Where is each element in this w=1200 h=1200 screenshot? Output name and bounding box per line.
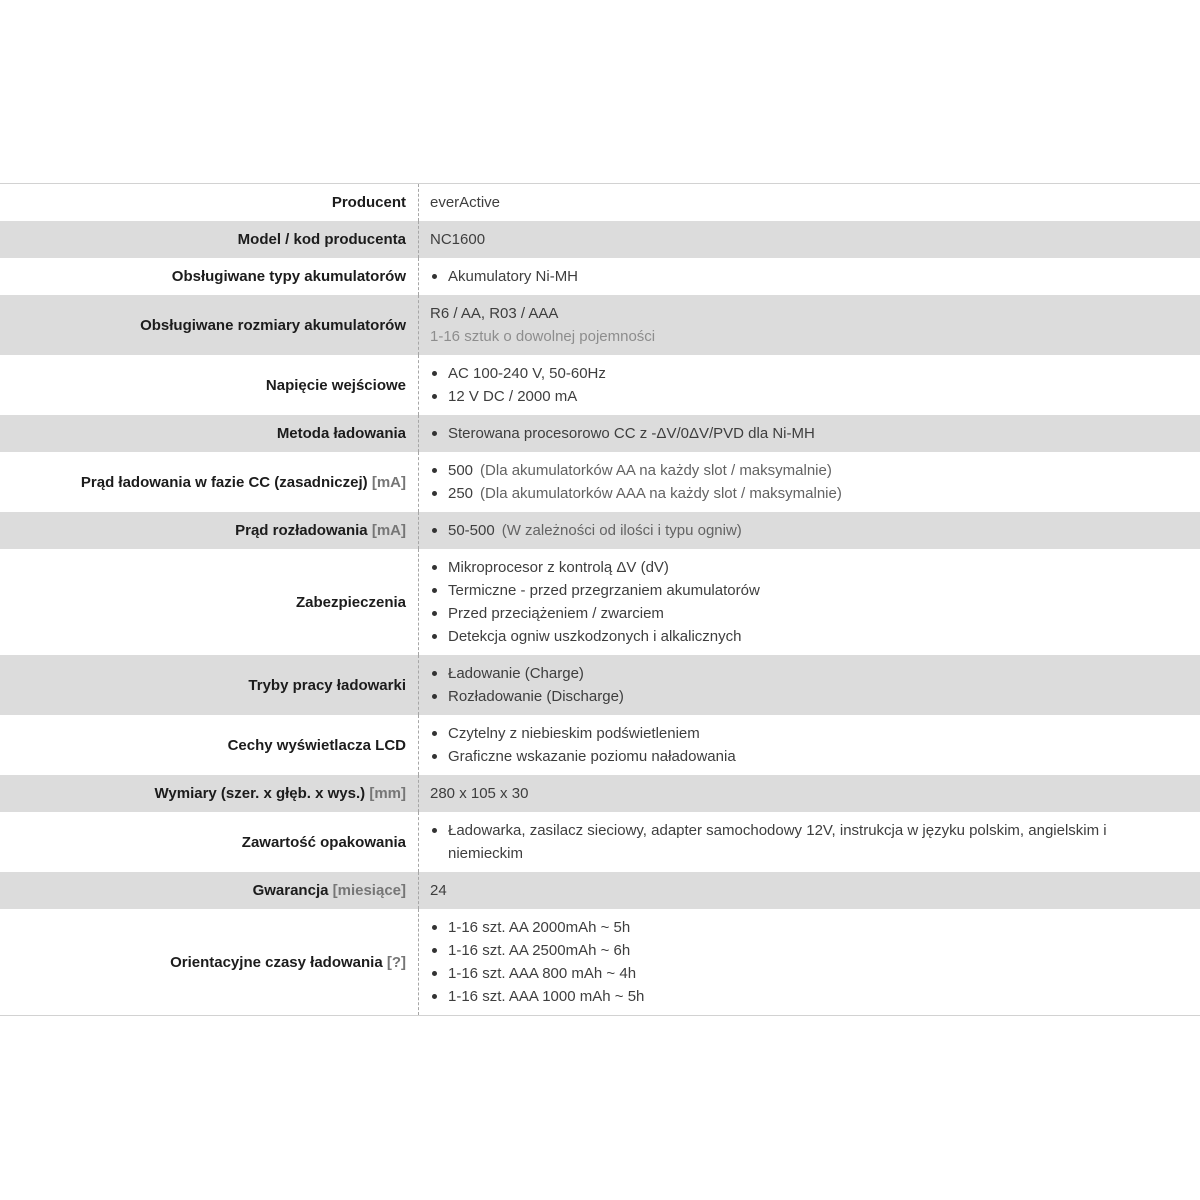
spec-value-line [430,685,1184,708]
spec-label [0,909,418,1015]
spec-value-text: 12 V DC / 2000 mA [448,388,578,405]
spec-value [418,415,1200,452]
spec-value-text: Ładowarka, zasilacz sieciowy, adapter samochodowy 12V, instrukcja w języku polskim, angielskim i niemieckim [448,822,1107,862]
spec-label-bracket: [?] [386,953,406,971]
spec-label-text: Cechy wyświetlacza LCD [227,736,406,754]
spec-value-text: Detekcja ogniw uszkodzonych i alkalicznych [448,628,742,645]
spec-value-text: 1-16 szt. AAA 1000 mAh ~ 5h [448,988,645,1005]
spec-value-line [430,879,1184,902]
spec-label [0,549,418,655]
spec-value-line [430,556,1184,579]
spec-value-line [430,745,1184,768]
spec-row [0,184,1200,221]
spec-row [0,549,1200,655]
spec-label [0,295,418,355]
spec-row [0,221,1200,258]
spec-row [0,812,1200,872]
spec-value-line [430,228,1184,251]
spec-value-text: 250 [448,485,474,502]
spec-value-text: Akumulatory Ni-MH [448,268,579,285]
spec-value [418,715,1200,775]
spec-value-text: 50-500 [448,522,495,539]
spec-value-line [430,459,1184,482]
spec-label-text: Napięcie wejściowe [265,376,406,394]
spec-label-bracket: [mm] [369,785,406,802]
spec-value-line [430,819,1184,865]
spec-label-text: Producent [331,194,406,211]
spec-value-note: (Dla akumulatorków AAA na każdy slot / maksymalnie) [480,485,842,502]
spec-row [0,355,1200,415]
spec-value-line [430,325,1184,348]
spec-value [418,512,1200,549]
spec-row [0,775,1200,812]
spec-value-line [430,579,1184,602]
spec-row [0,909,1200,1015]
spec-value [418,295,1200,355]
spec-value [418,258,1200,295]
spec-label [0,258,418,295]
spec-value-line [430,782,1184,805]
spec-label-text: Zawartość opakowania [241,833,406,851]
spec-label-text: Wymiary (szer. x głęb. x wys.) [154,785,366,802]
spec-value-text: Mikroprocesor z kontrolą ΔV (dV) [448,559,669,576]
spec-row [0,715,1200,775]
spec-value [418,452,1200,512]
spec-value-note: (W zależności od ilości i typu ogniw) [501,522,742,539]
spec-value [418,655,1200,715]
spec-value-text: 24 [430,882,447,899]
spec-label-text: Metoda ładowania [276,425,406,442]
spec-label-text: Model / kod producenta [237,231,406,248]
spec-value-text: 1-16 szt. AA 2500mAh ~ 6h [448,942,631,959]
spec-value-line [430,602,1184,625]
spec-value [418,812,1200,872]
spec-label-text: Prąd ładowania w fazie CC (zasadniczej) [80,473,368,491]
spec-label-text: Zabezpieczenia [295,593,406,611]
spec-value-text: everActive [430,194,501,211]
spec-value-line [430,985,1184,1008]
spec-value [418,221,1200,258]
spec-label [0,872,418,909]
spec-row [0,512,1200,549]
spec-label-text: Orientacyjne czasy ładowania [170,953,383,971]
spec-value-text: 1-16 sztuk o dowolnej pojemności [430,328,656,345]
spec-value-line [430,939,1184,962]
spec-value-text: 1-16 szt. AA 2000mAh ~ 5h [448,919,631,936]
spec-value-text: 280 x 105 x 30 [430,785,529,802]
spec-value-text: 500 [448,462,474,479]
spec-row [0,295,1200,355]
spec-label-text: Obsługiwane rozmiary akumulatorów [140,316,406,334]
spec-row [0,452,1200,512]
spec-value-text: Przed przeciążeniem / zwarciem [448,605,664,622]
spec-label [0,655,418,715]
spec-label [0,812,418,872]
spec-value-line [430,191,1184,214]
spec-label-text: Tryby pracy ładowarki [248,676,406,694]
spec-value-line [430,962,1184,985]
spec-label [0,512,418,549]
spec-value-text: Ładowanie (Charge) [448,665,584,682]
spec-value [418,549,1200,655]
spec-row [0,655,1200,715]
spec-row [0,872,1200,909]
spec-table [0,183,1200,1016]
spec-value [418,355,1200,415]
spec-label-bracket: [mA] [371,522,406,539]
spec-value-line [430,422,1184,445]
spec-value-line [430,362,1184,385]
spec-value-line [430,302,1184,325]
spec-label-text: Prąd rozładowania [235,522,368,539]
spec-label [0,452,418,512]
spec-value-line [430,385,1184,408]
spec-value-text: Rozładowanie (Discharge) [448,688,624,705]
spec-value-text: AC 100-240 V, 50-60Hz [448,365,606,382]
spec-row [0,258,1200,295]
spec-value-line [430,519,1184,542]
spec-label-bracket: [mA] [371,473,406,491]
spec-value-line [430,662,1184,685]
spec-label [0,184,418,221]
spec-value-text: R6 / AA, R03 / AAA [430,305,559,322]
spec-value-line [430,916,1184,939]
spec-value-text: Czytelny z niebieskim podświetleniem [448,725,700,742]
spec-label-text: Obsługiwane typy akumulatorów [171,268,406,285]
spec-label [0,415,418,452]
spec-value [418,909,1200,1015]
spec-value-text: 1-16 szt. AAA 800 mAh ~ 4h [448,965,637,982]
spec-value-text: NC1600 [430,231,486,248]
spec-row [0,415,1200,452]
spec-value-text: Graficzne wskazanie poziomu naładowania [448,748,736,765]
spec-value-line [430,722,1184,745]
spec-label [0,221,418,258]
spec-label-text: Gwarancja [252,882,329,899]
spec-value-text: Termiczne - przed przegrzaniem akumulatorów [448,582,760,599]
spec-label [0,355,418,415]
spec-label [0,775,418,812]
spec-value-note: (Dla akumulatorków AA na każdy slot / maksymalnie) [480,462,832,479]
spec-value-line [430,625,1184,648]
spec-value-line [430,265,1184,288]
spec-value-line [430,482,1184,505]
spec-label [0,715,418,775]
spec-value [418,184,1200,221]
spec-value [418,775,1200,812]
spec-label-bracket: [miesiące] [332,882,406,899]
spec-value-text: Sterowana procesorowo CC z -ΔV/0ΔV/PVD dla Ni-MH [448,425,815,442]
spec-value [418,872,1200,909]
